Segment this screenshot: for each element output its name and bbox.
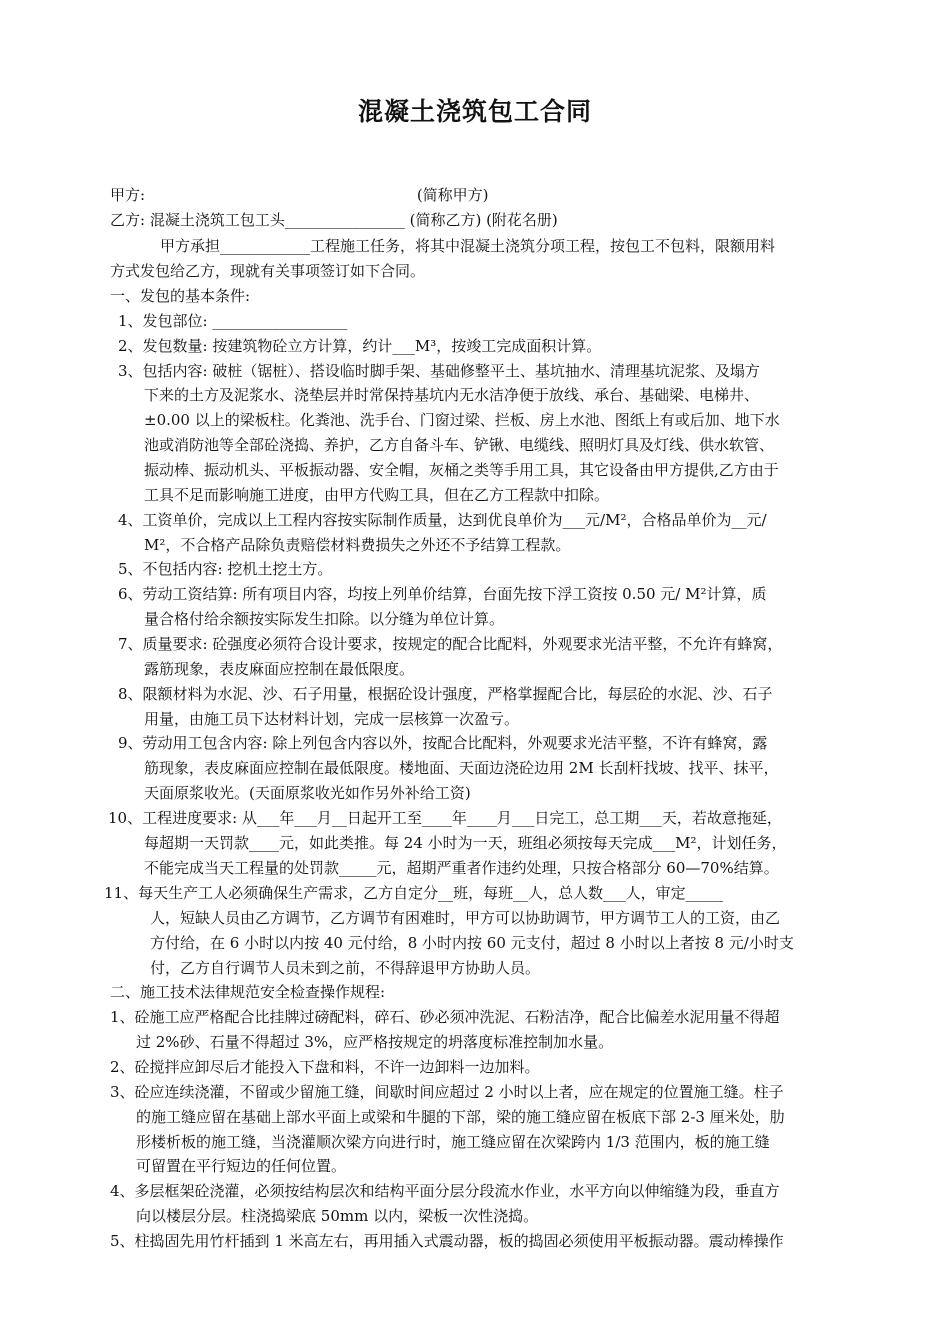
clause-1-3-cont: ±0.00 以上的梁板柱。化粪池、洗手台、门窗过梁、拦板、房上水池、图纸上有或后加、地下水 <box>144 411 780 429</box>
clause-1-8-cont: 用量，由施工员下达材料计划，完成一层核算一次盈亏。 <box>144 710 520 728</box>
clause-1-3: 3、包括内容: 破桩（锯桩）、搭设临时脚手架、基础修整平土、基坑抽水、清理基坑泥浆、及塌方 <box>118 362 760 380</box>
clause-2-4-cont: 向以楼层分层。柱浇捣梁底 50mm 以内，梁板一次性浇捣。 <box>136 1207 539 1225</box>
clause-1-9-cont: 筋现象，表皮麻面应控制在最低限度。楼地面、天面边浇砼边用 2M 长刮杆找坡、找平、抹平， <box>144 759 779 777</box>
clause-1-11-cont: 方付给，在 6 小时以内按 40 元付给，8 小时内按 60 元支付，超过 8 小时以上者按 8 元/小时支 <box>150 934 794 952</box>
clause-2-3: 3、砼应连续浇灌，不留或少留施工缝，间歇时间应超过 2 小时以上者，应在规定的位置施工缝。柱子 <box>110 1083 784 1101</box>
clause-1-3-cont: 振动棒、振动机头、平板振动器、安全帽，灰桶之类等手用工具，其它设备由甲方提供,乙方由于 <box>144 461 779 479</box>
clause-2-1-cont: 过 2%砂、石量不得超过 3%，应严格按规定的坍落度标准控制加水量。 <box>136 1033 614 1051</box>
party-b-line: 乙方: 混凝土浇筑工包工头________________ (简称乙方) (附花名册) <box>110 211 558 229</box>
clause-1-10-cont: 每超期一天罚款____元，如此类推。每 24 小时为一天，班组必须按每天完成___M²，计划任务， <box>144 834 787 852</box>
clause-1-1: 1、发包部位: __________________ <box>118 312 348 330</box>
clause-2-3-cont: 的施工缝应留在基础上部水平面上或梁和牛腿的下部，梁的施工缝应留在板底下部 2-3 厘米处，肋 <box>136 1108 785 1126</box>
clause-1-11-cont: 人，短缺人员由乙方调节，乙方调节有困难时，甲方可以协助调节，甲方调节工人的工资，由乙 <box>150 909 781 927</box>
clause-1-11-cont: 付，乙方自行调节人员未到之前，不得辞退甲方协助人员。 <box>150 959 541 977</box>
clause-1-2: 2、发包数量: 按建筑物砼立方计算，约计___M³，按竣工完成面积计算。 <box>118 337 602 355</box>
clause-1-3-cont: 工具不足而影响施工进度，由甲方代购工具，但在乙方工程款中扣除。 <box>144 486 610 504</box>
clause-1-4-cont: M²，不合格产品除负责赔偿材料费损失之外还不予结算工程款。 <box>144 536 571 554</box>
clause-1-9: 9、劳动用工包含内容: 除上列包含内容以外，按配合比配料，外观要求光洁平整，不许有蜂窝，露 <box>118 734 768 752</box>
clause-1-11: 11、每天生产工人必须确保生产需求，乙方自定分__班，每班__人，总人数___人，审定_____ <box>104 884 724 902</box>
clause-1-8: 8、限额材料为水泥、沙、石子用量，根据砼设计强度，严格掌握配合比，每层砼的水泥、沙、石子 <box>118 685 773 703</box>
clause-2-4: 4、多层框架砼浇灌，必须按结构层次和结构平面分层分段流水作业，水平方向以伸缩缝为段，垂直方 <box>110 1182 780 1200</box>
clause-2-5: 5、柱捣固先用竹杆插到 1 米高左右，再用插入式震动器，板的捣固必须使用平板振动器。震动棒操作 <box>110 1232 784 1250</box>
clause-1-3-cont: 下来的土方及泥浆水、浇垫层并时常保持基坑内无水洁净便于放线、承台、基础梁、电梯井、 <box>144 386 760 404</box>
clause-2-3-cont: 可留置在平行短边的任何位置。 <box>136 1157 347 1175</box>
clause-1-10-cont: 不能完成当天工程量的处罚款_____元，超期严重者作违约处理，只按合格部分 60—70%结算。 <box>144 859 779 877</box>
clause-1-10: 10、工程进度要求: 从___年___月__日起开工至____年____月___日完工，总工期___天，若故意拖延， <box>108 809 782 827</box>
document-title: 混凝土浇筑包工合同 <box>357 97 592 126</box>
party-a-line: 甲方: (简称甲方) <box>110 186 489 204</box>
clause-2-3-cont: 形楼析板的施工缝，当浇灌顺次梁方向进行时，施工缝应留在次梁跨内 1/3 范围内，板的施工缝 <box>136 1133 770 1151</box>
clause-1-6-cont: 量合格付给余额按实际发生扣除。以分缝为单位计算。 <box>144 610 505 628</box>
section-heading-2: 二、施工技术法律规范安全检查操作规程: <box>110 983 386 1001</box>
intro-line-1: 甲方承担____________工程施工任务，将其中混凝土浇筑分项工程，按包工不包料，限额用料 <box>160 237 776 255</box>
clause-1-5: 5、不包括内容: 挖机土挖土方。 <box>118 560 333 578</box>
section-heading-1: 一、发包的基本条件: <box>110 287 251 305</box>
clause-2-2: 2、砼搅拌应卸尽后才能投入下盘和料，不许一边卸料一边加料。 <box>110 1058 540 1076</box>
clause-2-1: 1、砼施工应严格配合比挂牌过磅配料，碎石、砂必须冲洗泥、石粉洁净，配合比偏差水泥用量不得超 <box>110 1008 780 1026</box>
clause-1-3-cont: 池或消防池等全部砼浇捣、养护，乙方自备斗车、铲锹、电缆线、照明灯具及灯线、供水软管、 <box>144 436 775 454</box>
clause-1-4: 4、工资单价，完成以上工程内容按实际制作质量，达到优良单价为___元/M²，合格品单价为__元/ <box>118 511 767 529</box>
clause-1-7: 7、质量要求: 砼强度必须符合设计要求，按规定的配合比配料，外观要求光洁平整，不允许有蜂窝， <box>118 635 783 653</box>
clause-1-9-cont: 天面原浆收光。(天面原浆收光如作另外补给工资) <box>144 784 471 802</box>
intro-line-2: 方式发包给乙方，现就有关事项签订如下合同。 <box>110 262 426 280</box>
clause-1-6: 6、劳动工资结算: 所有项目内容，均按上列单价结算，台面先按下浮工资按 0.50 元/ M²计算，质 <box>118 585 767 603</box>
clause-1-7-cont: 露筋现象，表皮麻面应控制在最低限度。 <box>144 660 415 678</box>
